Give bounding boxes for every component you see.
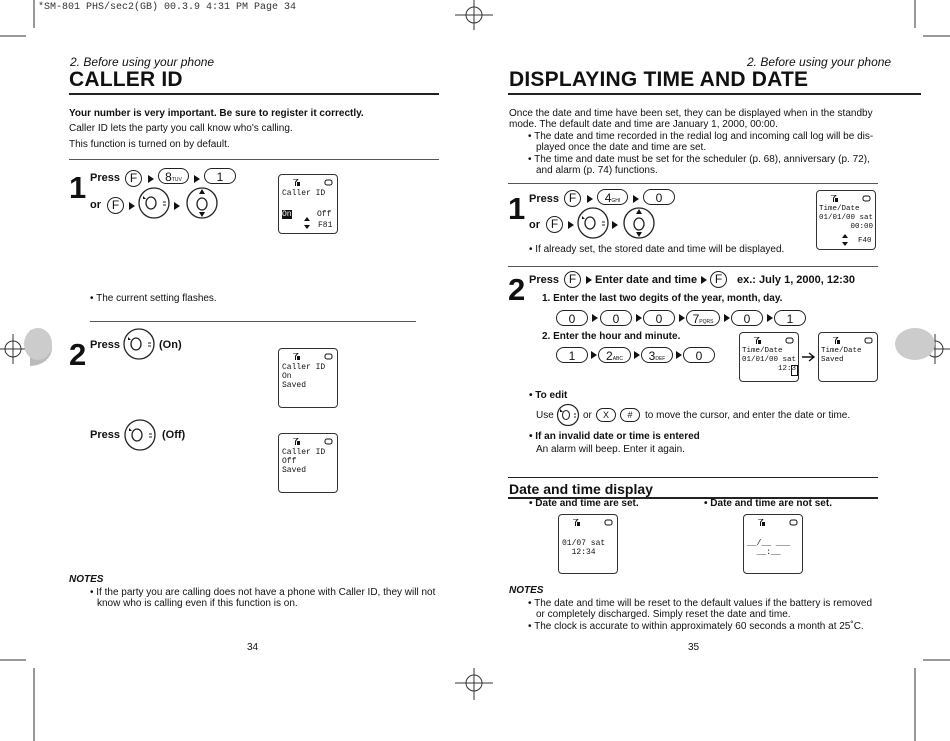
left-section-label: 2. Before using your phone — [70, 55, 215, 69]
lcd-title: Caller ID — [282, 189, 326, 198]
f-key: F — [564, 190, 581, 207]
lcd-lines: 01/07 sat 12:34 — [562, 539, 606, 557]
key-4: 4GHI — [597, 189, 628, 205]
f-key: F — [125, 170, 142, 187]
signal-battery-icon — [758, 519, 798, 527]
right-step1-number: 1 — [508, 191, 526, 226]
left-intro-2: This function is turned on by default. — [69, 139, 230, 150]
key-0: 0 — [683, 347, 715, 363]
arrow-icon — [591, 351, 597, 359]
right-step2-example: ex.: July 1, 2000, 12:30 — [737, 274, 856, 286]
left-intro-1: Caller ID lets the party you call know who's calling. — [69, 123, 293, 134]
arrow-icon — [679, 314, 685, 322]
right-step2-press: Press — [529, 274, 559, 286]
lcd-standby-unset — [743, 514, 803, 574]
nav-key-icon — [556, 403, 580, 427]
left-notes-1b: know who is calling even if this function is on. — [97, 598, 298, 609]
lcd-lines: Caller ID On Saved — [282, 363, 326, 390]
f-key: F — [710, 271, 727, 288]
lcd-lines: Time/Date 01/01/00 sat 00:00 — [819, 205, 874, 231]
right-to-edit: • To edit — [529, 390, 568, 401]
right-bullet-1a: • The date and time recorded in the redial log and incoming call log will be dis- — [528, 131, 874, 142]
right-invalid-text: An alarm will beep. Enter it again. — [536, 444, 685, 455]
key-0: 0 — [643, 189, 675, 205]
arrow-icon — [586, 276, 592, 284]
arrow-icon — [592, 314, 598, 322]
display-set-label: • Date and time are set. — [529, 498, 639, 509]
right-bullet-1b: played once the date and time are set. — [536, 142, 707, 153]
left-step1-bullet: • The current setting flashes. — [90, 293, 217, 304]
key-1: 1 — [774, 310, 806, 326]
left-step2-off-label: (Off) — [162, 429, 186, 441]
right-edit-text: to move the cursor, and enter the date or time. — [645, 410, 851, 421]
signal-battery-icon — [754, 337, 794, 345]
lcd-cursor — [791, 365, 798, 376]
arrow-icon — [129, 202, 135, 210]
lcd-code: F81 — [318, 221, 333, 230]
right-or: or — [583, 410, 592, 421]
right-title-rule — [508, 93, 921, 95]
arrow-icon — [174, 202, 180, 210]
left-page-title: CALLER ID — [69, 68, 183, 91]
signal-battery-icon — [833, 337, 873, 345]
arrow-icon — [634, 351, 640, 359]
nav-key-icon — [123, 418, 157, 452]
right-invalid: • If an invalid date or time is entered — [529, 431, 700, 442]
arrow-icon — [587, 195, 593, 203]
arrow-icon — [148, 175, 154, 183]
lcd-lines: Caller ID Off Saved — [282, 448, 326, 475]
right-notes-2: • The clock is accurate to within approximately 60 seconds a month at 25˚C. — [528, 621, 864, 632]
arrow-right-icon — [802, 352, 816, 362]
arrow-icon — [676, 351, 682, 359]
nav-key-icon — [122, 327, 156, 361]
lcd-option-off: Off — [317, 210, 332, 219]
display-not-set-label: • Date and time are not set. — [704, 498, 832, 509]
key-0: 0 — [600, 310, 632, 326]
right-page-title: DISPLAYING TIME AND DATE — [509, 68, 809, 91]
nav-key-icon — [576, 206, 610, 240]
f-key: F — [546, 216, 563, 233]
key-1: 1 — [556, 347, 588, 363]
arrow-icon — [568, 221, 574, 229]
key-0: 0 — [731, 310, 763, 326]
jog-key-icon — [622, 206, 656, 240]
left-step1-number: 1 — [69, 170, 87, 205]
signal-battery-icon — [293, 438, 333, 446]
print-slug: *SM-801 PHS/sec2(GB) 00.3.9 4:31 PM Page 34 — [38, 2, 297, 13]
key-hash: # — [620, 408, 640, 422]
lcd-caller-id-setting — [278, 174, 338, 234]
right-notes-title: NOTES — [509, 585, 544, 596]
left-step2-on-label: (On) — [159, 339, 182, 351]
key-7: 7PQRS — [686, 310, 720, 326]
right-step2-enter: Enter date and time — [595, 274, 698, 286]
key-8: 8TUV — [158, 168, 189, 184]
lcd-code: F40 — [858, 237, 872, 245]
right-notes-1b: or completely discharged. Simply reset the date and time. — [536, 609, 791, 620]
arrow-icon — [701, 276, 707, 284]
left-step2-press-off: Press — [90, 429, 120, 441]
right-section-label: 2. Before using your phone — [747, 55, 892, 69]
arrow-icon — [636, 314, 642, 322]
scroll-arrows-icon — [841, 234, 849, 246]
right-page-number: 35 — [688, 642, 700, 653]
left-step1-or: or — [90, 199, 101, 211]
right-step-divider — [508, 266, 878, 267]
arrow-icon — [724, 314, 730, 322]
left-page-number: 34 — [247, 642, 259, 653]
lcd-time-date-entry — [739, 332, 799, 382]
lcd-caller-id-on — [278, 348, 338, 408]
key-3: 3DEF — [641, 347, 673, 363]
left-step1-press: Press — [90, 172, 120, 184]
right-step2-sub2: 2. Enter the hour and minute. — [542, 331, 681, 342]
signal-battery-icon — [831, 195, 871, 203]
right-intro-2: mode. The default date and time are January 1, 2000, 00:00. — [509, 119, 778, 130]
left-notes-1: • If the party you are calling does not have a phone with Caller ID, they will not — [90, 587, 436, 598]
signal-battery-icon — [573, 519, 613, 527]
lcd-time-date-saved — [818, 332, 878, 382]
display-section-title: Date and time display — [509, 481, 653, 497]
right-notes-1a: • The date and time will be reset to the default values if the battery is removed — [528, 598, 873, 609]
f-key: F — [107, 197, 124, 214]
right-use: Use — [536, 410, 554, 421]
left-title-rule — [69, 93, 439, 95]
left-step2-number: 2 — [69, 337, 87, 372]
lcd-lines: Time/Date 01/01/00 sat 12:3 — [742, 347, 797, 373]
lcd-lines: __/__ ___ __:__ — [747, 539, 791, 557]
arrow-icon — [612, 221, 618, 229]
key-1: 1 — [204, 168, 236, 184]
left-step2-press-on: Press — [90, 339, 120, 351]
left-notes-title: NOTES — [69, 574, 104, 585]
display-top-rule — [508, 477, 878, 478]
right-step1-press: Press — [529, 193, 559, 205]
f-key: F — [564, 271, 581, 288]
right-bullet-2b: and alarm (p. 74) functions. — [536, 165, 658, 176]
right-step2-sub1: 1. Enter the last two degits of the year, month, day. — [542, 293, 783, 304]
lcd-caller-id-off — [278, 433, 338, 493]
key-2: 2ABC — [598, 347, 631, 363]
signal-battery-icon — [293, 353, 333, 361]
key-0: 0 — [643, 310, 675, 326]
signal-battery-icon — [293, 179, 333, 187]
jog-key-icon — [185, 186, 219, 220]
left-step-divider — [90, 321, 416, 322]
scroll-arrows-icon — [303, 217, 311, 229]
arrow-icon — [633, 195, 639, 203]
right-step2-number: 2 — [508, 272, 526, 307]
nav-key-icon — [137, 186, 171, 220]
right-step1-or: or — [529, 219, 540, 231]
lcd-lines: Time/Date Saved — [821, 347, 862, 364]
right-bullet-2a: • The time and date must be set for the scheduler (p. 68), anniversary (p. 72), — [528, 154, 870, 165]
arrow-icon — [194, 175, 200, 183]
right-step1-bullet: • If already set, the stored date and time will be displayed. — [529, 244, 785, 255]
lcd-standby-set — [558, 514, 618, 574]
key-x: X — [596, 408, 616, 422]
left-step-rule — [69, 159, 439, 160]
lcd-time-date-default — [816, 190, 876, 250]
right-intro-1: Once the date and time have been set, they can be displayed when in the standby — [509, 108, 873, 119]
right-step-rule — [508, 183, 878, 184]
arrow-icon — [767, 314, 773, 322]
left-intro-bold: Your number is very important. Be sure to register it correctly. — [69, 108, 364, 119]
key-0: 0 — [556, 310, 588, 326]
lcd-option-on: On — [282, 210, 292, 219]
